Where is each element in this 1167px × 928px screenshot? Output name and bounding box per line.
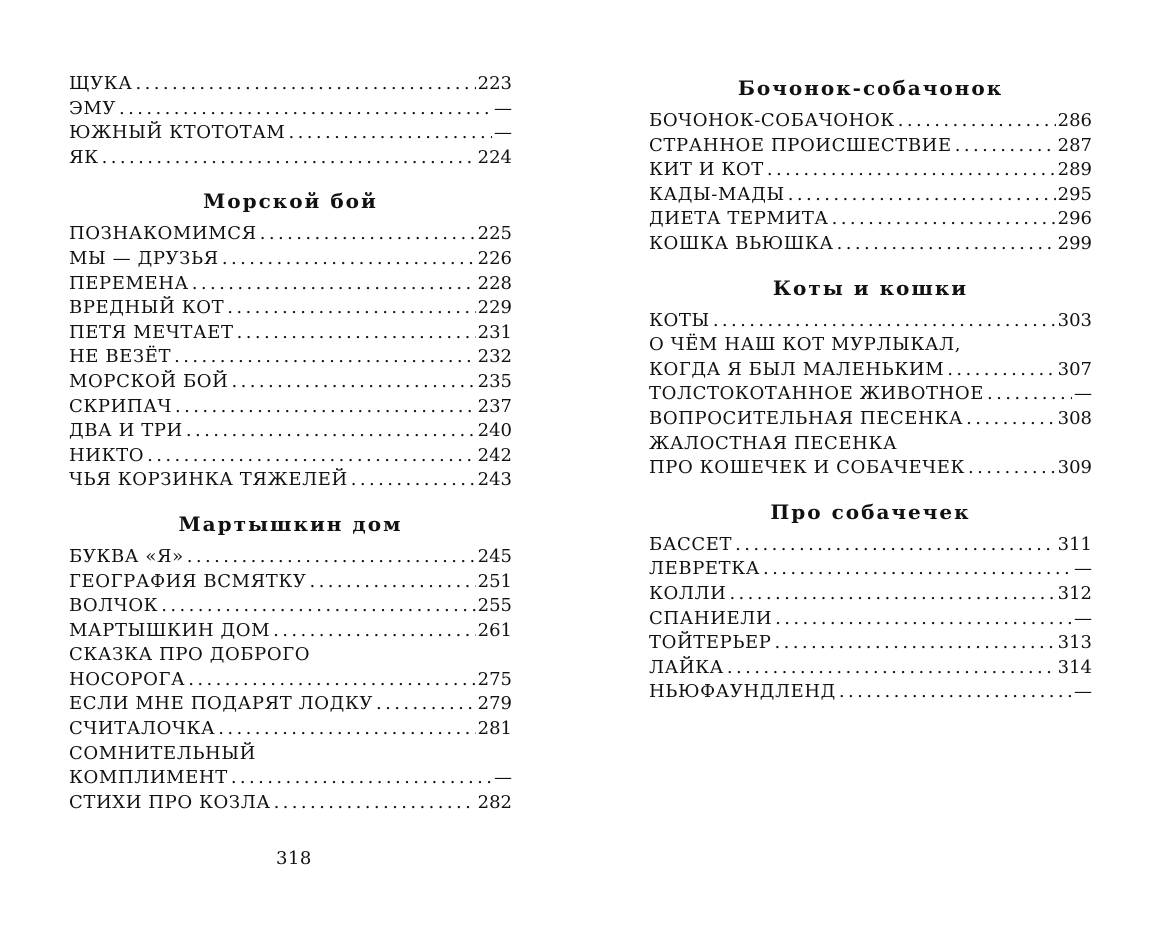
entry-title: СТИХИ ПРО КОЗЛА	[69, 791, 271, 813]
toc-entry	[69, 121, 512, 146]
toc-entry	[649, 207, 1092, 232]
dot-leader	[968, 456, 1056, 481]
entry-page-number: 228	[477, 272, 512, 294]
toc-entry	[649, 358, 1092, 383]
toc-entry-first-line	[69, 742, 512, 767]
entry-title: НЕ ВЕЗЁТ	[69, 346, 172, 368]
entry-page-number: —	[494, 767, 512, 789]
entry-title: МЫ — ДРУЗЬЯ	[69, 247, 219, 269]
entry-title: ГЕОГРАФИЯ ВСМЯТКУ	[69, 570, 307, 592]
entry-page-number: 261	[477, 619, 512, 641]
toc-entry	[649, 607, 1092, 632]
toc-entry	[69, 345, 512, 370]
toc-entry	[649, 407, 1092, 432]
entry-title: ЛЕВРЕТКА	[649, 558, 761, 580]
dot-leader	[763, 557, 1072, 582]
entry-title: КОГДА Я БЫЛ МАЛЕНЬКИМ	[649, 358, 945, 380]
entry-title: КОШКА ВЬЮШКА	[649, 232, 834, 254]
entry-page-number: 242	[477, 444, 512, 466]
section-heading: Морской бой	[203, 189, 378, 214]
dot-leader	[102, 146, 476, 171]
entry-title: О ЧЁМ НАШ КОТ МУРЛЫКАЛ,	[649, 334, 962, 356]
toc-entry	[649, 382, 1092, 407]
entry-title: МОРСКОЙ БОЙ	[69, 370, 229, 392]
toc-entry	[69, 321, 512, 346]
entry-page-number: 232	[477, 346, 512, 368]
dot-leader	[175, 395, 476, 420]
dot-leader	[735, 533, 1055, 558]
entry-title: БОЧОНОК-СОБАЧОНОК	[649, 110, 895, 131]
entry-page-number: 275	[477, 668, 512, 690]
toc-section	[69, 72, 512, 170]
dot-leader	[192, 272, 476, 297]
entry-page-number: 307	[1057, 358, 1092, 380]
dot-leader	[839, 680, 1072, 705]
toc-entry	[649, 631, 1092, 656]
entry-page-number: 235	[477, 370, 512, 392]
entry-title: ЩУКА	[69, 73, 133, 94]
dot-leader	[966, 407, 1056, 432]
toc-entry	[69, 468, 512, 493]
toc-entry	[69, 419, 512, 444]
entry-page-number: 313	[1057, 632, 1092, 654]
toc-left-column	[69, 72, 512, 831]
toc-entry	[69, 222, 512, 247]
entry-page-number: 289	[1057, 159, 1092, 181]
entry-title: ВОЛЧОК	[69, 595, 159, 617]
dot-leader	[174, 345, 476, 370]
toc-entry	[649, 134, 1092, 159]
toc-entry	[649, 309, 1092, 334]
dot-leader	[147, 444, 476, 469]
toc-entry	[69, 717, 512, 742]
entry-page-number: 311	[1057, 533, 1092, 555]
dot-leader	[227, 296, 475, 321]
entry-title: КОЛЛИ	[649, 582, 727, 604]
toc-right-column	[649, 72, 1092, 721]
entry-title: СОМНИТЕЛЬНЫЙ	[69, 742, 256, 764]
dot-leader	[288, 121, 492, 146]
dot-leader	[231, 370, 475, 395]
toc-section	[649, 273, 1092, 481]
toc-entry	[649, 533, 1092, 558]
dot-leader	[161, 594, 475, 619]
entry-title: КИТ И КОТ	[649, 159, 764, 181]
entry-title: СТРАННОЕ ПРОИСШЕСТВИЕ	[649, 134, 952, 156]
dot-leader	[187, 545, 476, 570]
entry-page-number: 240	[477, 420, 512, 442]
entry-title: СЧИТАЛОЧКА	[69, 718, 216, 740]
entry-title: ЧЬЯ КОРЗИНКА ТЯЖЕЛЕЙ	[69, 469, 348, 491]
dot-leader	[727, 656, 1056, 681]
entry-title: ДВА И ТРИ	[69, 420, 183, 442]
entry-title: ВРЕДНЫЙ КОТ	[69, 297, 225, 319]
entry-page-number: 296	[1057, 208, 1092, 230]
toc-entry	[649, 183, 1092, 208]
toc-entry	[649, 656, 1092, 681]
dot-leader	[713, 309, 1056, 334]
toc-entry	[69, 668, 512, 693]
entry-page-number: 281	[477, 718, 512, 740]
toc-entry	[69, 545, 512, 570]
entry-page-number: —	[494, 122, 512, 144]
entry-page-number: —	[1074, 558, 1092, 580]
entry-title: ЕСЛИ МНЕ ПОДАРЯТ ЛОДКУ	[69, 693, 373, 715]
toc-entry	[649, 456, 1092, 481]
toc-entry	[69, 72, 512, 97]
dot-leader	[898, 109, 1056, 134]
dot-leader	[222, 247, 476, 272]
entry-title: КАДЫ-МАДЫ	[649, 183, 785, 205]
dot-leader	[231, 766, 492, 791]
dot-leader	[186, 419, 476, 444]
toc-entry-first-line	[69, 643, 512, 668]
entry-title: ДИЕТА ТЕРМИТА	[649, 208, 829, 230]
toc-entry	[69, 395, 512, 420]
entry-page-number: 309	[1057, 457, 1092, 479]
toc-entry	[649, 158, 1092, 183]
dot-leader	[119, 97, 492, 122]
toc-entry	[69, 296, 512, 321]
entry-page-number: 231	[477, 321, 512, 343]
entry-title: БАССЕТ	[649, 533, 733, 555]
page-number: 318	[276, 848, 312, 869]
entry-page-number: —	[494, 97, 512, 119]
entry-page-number: 224	[477, 146, 512, 168]
dot-leader	[274, 791, 476, 816]
entry-page-number: 279	[477, 693, 512, 715]
dot-leader	[955, 134, 1056, 159]
section-heading: Мартышкин дом	[178, 511, 403, 536]
entry-page-number: 245	[477, 545, 512, 567]
entry-page-number: 223	[477, 73, 512, 94]
entry-page-number: 287	[1057, 134, 1092, 156]
entry-page-number: —	[1074, 383, 1092, 405]
toc-entry	[69, 766, 512, 791]
entry-title: НИКТО	[69, 444, 145, 466]
dot-leader	[987, 382, 1072, 407]
entry-title: НЬЮФАУНДЛЕНД	[649, 681, 836, 703]
entry-title: ПОЗНАКОМИМСЯ	[69, 223, 257, 245]
entry-title: КОМПЛИМЕНТ	[69, 767, 228, 789]
toc-section	[69, 186, 512, 493]
toc-entry	[649, 109, 1092, 134]
entry-title: ЛАЙКА	[649, 656, 724, 678]
entry-title: ВОПРОСИТЕЛЬНАЯ ПЕСЕНКА	[649, 407, 964, 429]
entry-page-number: 299	[1057, 232, 1092, 254]
entry-title: ТОЛСТОКОТАННОЕ ЖИВОТНОЕ	[649, 383, 984, 405]
entry-title: ПЕТЯ МЕЧТАЕТ	[69, 321, 234, 343]
toc-entry	[649, 557, 1092, 582]
toc-entry-first-line	[649, 432, 1092, 457]
dot-leader	[351, 468, 476, 493]
section-heading: Про собачечек	[770, 499, 971, 524]
dot-leader	[947, 358, 1055, 383]
entry-title: ЭМУ	[69, 97, 117, 119]
toc-entry	[69, 444, 512, 469]
dot-leader	[788, 183, 1056, 208]
entry-title: МАРТЫШКИН ДОМ	[69, 619, 271, 641]
toc-entry	[69, 97, 512, 122]
toc-section	[649, 73, 1092, 257]
dot-leader	[767, 158, 1056, 183]
entry-page-number: 286	[1057, 110, 1092, 131]
entry-title: КОТЫ	[649, 309, 710, 331]
toc-entry	[69, 594, 512, 619]
entry-page-number: 243	[477, 469, 512, 491]
toc-entry	[69, 247, 512, 272]
toc-entry-first-line	[649, 333, 1092, 358]
toc-entry	[69, 570, 512, 595]
entry-title: ПЕРЕМЕНА	[69, 272, 189, 294]
dot-leader	[273, 619, 476, 644]
toc-entry	[69, 370, 512, 395]
entry-title: ТОЙТЕРЬЕР	[649, 632, 772, 654]
dot-leader	[310, 570, 476, 595]
dot-leader	[729, 582, 1055, 607]
dot-leader	[832, 207, 1056, 232]
toc-entry	[649, 680, 1092, 705]
entry-page-number: 226	[477, 247, 512, 269]
entry-title: БУКВА «Я»	[69, 545, 184, 567]
dot-leader	[136, 72, 476, 97]
entry-page-number: 308	[1057, 407, 1092, 429]
dot-leader	[775, 631, 1056, 656]
entry-page-number: 282	[477, 791, 512, 813]
toc-entry	[69, 272, 512, 297]
dot-leader	[260, 222, 476, 247]
toc-section	[69, 509, 512, 816]
dot-leader	[188, 668, 475, 693]
toc-entry	[69, 146, 512, 171]
toc-entry	[649, 582, 1092, 607]
entry-title: ЮЖНЫЙ КТОТОТАМ	[69, 122, 286, 144]
entry-page-number: 251	[477, 570, 512, 592]
dot-leader	[218, 717, 475, 742]
entry-title: СКРИПАЧ	[69, 395, 172, 417]
entry-page-number: 237	[477, 395, 512, 417]
dot-leader	[237, 321, 476, 346]
entry-title: СПАНИЕЛИ	[649, 607, 773, 629]
entry-page-number: 314	[1057, 656, 1092, 678]
toc-entry	[69, 619, 512, 644]
section-heading: Коты и кошки	[772, 275, 969, 300]
toc-entry	[69, 692, 512, 717]
entry-title: СКАЗКА ПРО ДОБРОГО	[69, 644, 311, 666]
section-heading: Бочонок-собачонок	[737, 76, 1004, 100]
dot-leader	[376, 692, 476, 717]
entry-page-number: 312	[1057, 582, 1092, 604]
entry-page-number: 255	[477, 595, 512, 617]
dot-leader	[775, 607, 1072, 632]
entry-title: НОСОРОГА	[69, 668, 186, 690]
entry-title: ЯК	[69, 146, 99, 168]
toc-section	[649, 497, 1092, 705]
entry-page-number: 229	[477, 297, 512, 319]
entry-page-number: 225	[477, 223, 512, 245]
toc-entry	[69, 791, 512, 816]
entry-title: ПРО КОШЕЧЕК И СОБАЧЕЧЕК	[649, 457, 966, 479]
entry-page-number: 303	[1057, 309, 1092, 331]
entry-page-number: 295	[1057, 183, 1092, 205]
dot-leader	[837, 232, 1056, 257]
toc-entry	[649, 232, 1092, 257]
entry-page-number: —	[1074, 681, 1092, 703]
entry-page-number: —	[1074, 607, 1092, 629]
entry-title: ЖАЛОСТНАЯ ПЕСЕНКА	[649, 432, 898, 454]
